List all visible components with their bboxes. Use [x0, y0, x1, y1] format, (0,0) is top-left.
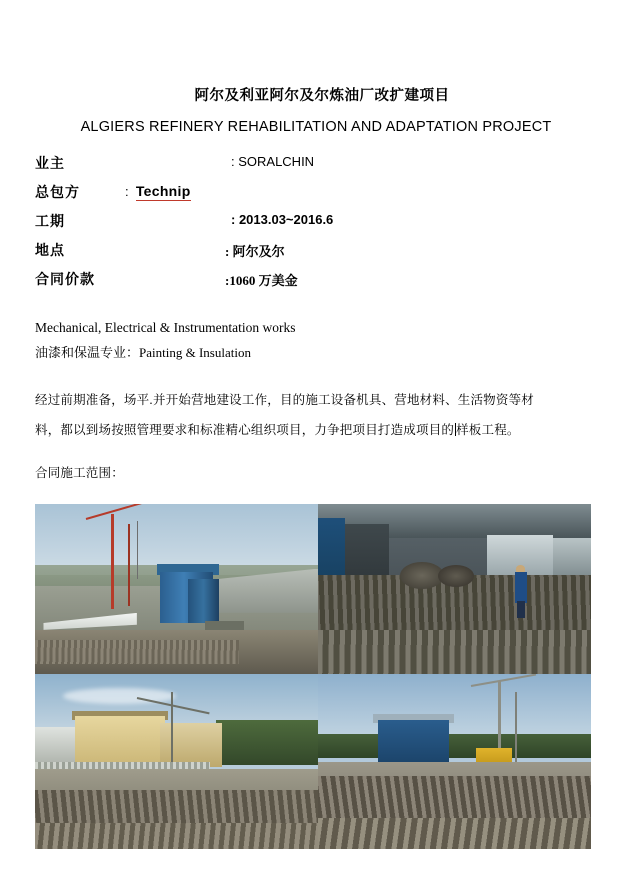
- contractor-name: Technip: [135, 183, 191, 199]
- crane-mast-secondary: [128, 524, 130, 606]
- info-row-location: [35, 240, 591, 269]
- page-title-chinese: 阿尔及利亚阿尔及尔炼油厂改扩建项目: [194, 88, 450, 104]
- photo-grid: [35, 504, 591, 849]
- photo-pipes-in-shed-with-worker: [318, 504, 591, 674]
- tree-line: [216, 720, 318, 766]
- info-row-owner: [35, 153, 591, 182]
- info-value-contractor: : Technip: [125, 183, 191, 199]
- crane-mast: [171, 692, 173, 766]
- info-label-owner: 业主: [35, 157, 65, 172]
- scope-line-mechanical: Mechanical, Electrical & Instrumentation works: [35, 320, 296, 335]
- shed-opening-light-secondary: [553, 538, 591, 579]
- info-row-contract-price: [35, 269, 591, 298]
- document-body: [35, 84, 591, 481]
- pipe-stack-foreground: [318, 818, 591, 850]
- pipe-coil: [400, 562, 444, 589]
- body-paragraph-line-1: 经过前期准备，场平.并开始营地建设工作，目的施工设备机具、营地材料、生活物资等材: [35, 393, 534, 407]
- crane-mast: [111, 514, 114, 609]
- yellow-building-secondary: [160, 723, 222, 767]
- body-paragraph: [35, 385, 591, 445]
- info-value-contract-price: :1060 万美金: [225, 273, 298, 288]
- body-paragraph-line-2: [35, 415, 591, 445]
- info-value-location: : 阿尔及尔: [225, 244, 285, 259]
- scope-line-painting: [35, 342, 591, 361]
- pipe-floor-foreground: [318, 630, 591, 674]
- body-paragraph-line-2b: 样板工程。: [456, 423, 520, 437]
- worker-body: [515, 572, 527, 603]
- info-row-contractor: [35, 182, 591, 211]
- info-value-period: : 2013.03~2016.6: [231, 212, 334, 227]
- photo-crane-and-blue-silo-yard: [35, 504, 318, 674]
- pipe-coil-secondary: [438, 565, 473, 587]
- pipe-stack: [35, 640, 239, 664]
- info-value-owner: : SORALCHIN: [231, 154, 315, 169]
- crane-mast-secondary: [515, 692, 517, 766]
- info-label-period: 工期: [35, 215, 65, 230]
- body-paragraph-line-2a: 料，都以到场按照管理要求和标准精心组织项目，力争把项目打造成项目的: [35, 423, 455, 437]
- scope-line-painting-en: Painting & Insulation: [139, 345, 251, 360]
- worker-legs: [517, 601, 525, 618]
- scope-line-painting-cn: 油漆和保温专业：: [35, 345, 140, 360]
- page-title-english: ALGIERS REFINERY REHABILITATION AND ADAPTATION PROJECT: [80, 119, 552, 135]
- blue-silo-secondary: [188, 579, 219, 623]
- crane-cable: [137, 521, 138, 579]
- info-label-location: 地点: [35, 244, 65, 259]
- photo-blue-building-with-yellow-crane: [318, 674, 591, 849]
- blue-building: [378, 720, 449, 766]
- pipe-yard-foreground: [35, 823, 318, 849]
- scope-heading: 合同施工范围：: [35, 466, 124, 480]
- info-label-contract-price: 合同价款: [35, 273, 95, 288]
- photo-camp-buildings-and-pipe-yard: [35, 674, 318, 849]
- info-row-period: [35, 211, 591, 240]
- info-label-contractor: 总包方: [35, 186, 80, 201]
- tree-line: [318, 734, 591, 759]
